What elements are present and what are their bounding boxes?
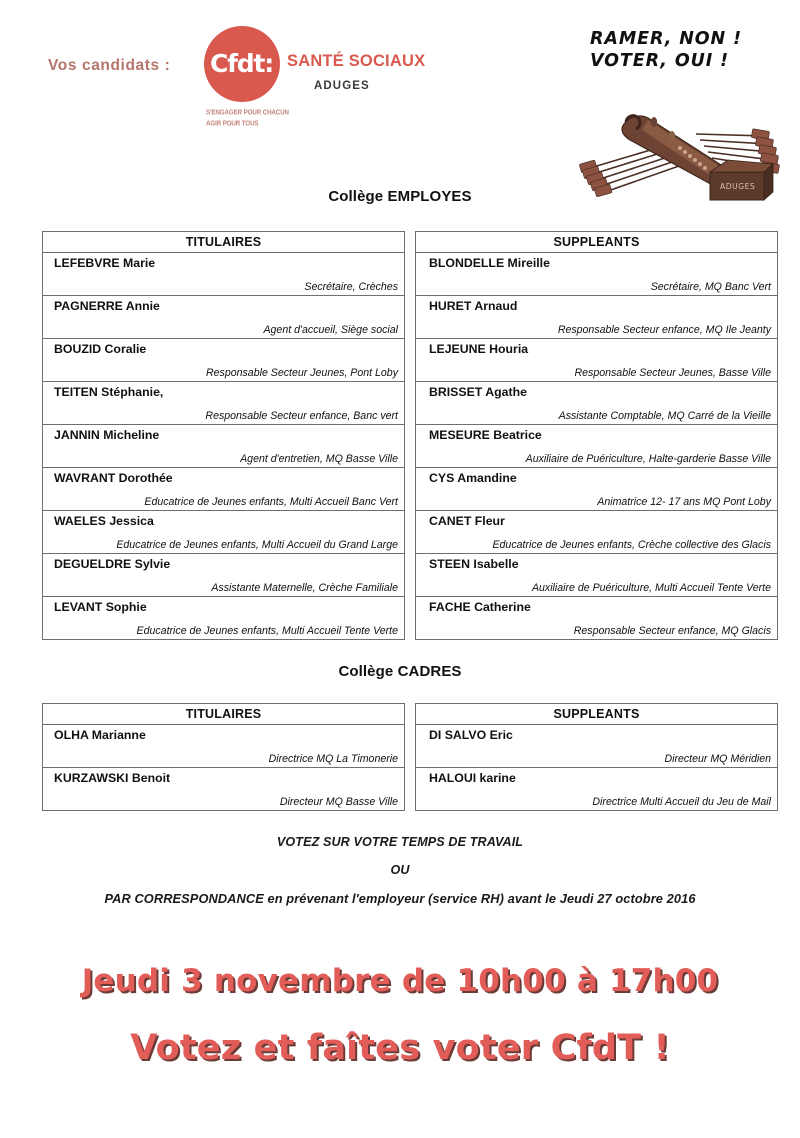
cfdt-federation-label: SANTÉ SOCIAUX: [287, 52, 426, 70]
galley-hull-label: ADUGES: [720, 182, 756, 191]
table-row: [43, 253, 404, 296]
candidate-role: Secrétaire, Crèches: [304, 281, 398, 293]
table-employes-titulaires-column: [42, 231, 405, 640]
table-row: [416, 511, 777, 554]
table-cadres-titulaires-column: [42, 703, 405, 811]
candidate-name: MESEURE Beatrice: [429, 428, 542, 442]
table-row: [43, 554, 404, 597]
candidate-role: Auxiliaire de Puériculture, Halte-garderie Basse Ville: [525, 453, 771, 465]
slogan-line-2: VOTER, OUI !: [590, 51, 730, 72]
candidate-name: BRISSET Agathe: [429, 385, 527, 399]
table-row: [43, 296, 404, 339]
table-row: [43, 425, 404, 468]
candidate-name: CANET Fleur: [429, 514, 505, 528]
table-row: [416, 253, 777, 296]
candidate-name: JANNIN Micheline: [54, 428, 160, 442]
candidate-role: Agent d'accueil, Siège social: [263, 324, 398, 336]
table-row: [43, 511, 404, 554]
table-row: [416, 468, 777, 511]
table-employes-suppleants-column: [415, 231, 778, 640]
table-row: [416, 597, 777, 640]
candidate-name: LEVANT Sophie: [54, 600, 147, 614]
slogan-line-1: RAMER, NON !: [590, 29, 742, 49]
candidate-name: OLHA Marianne: [54, 728, 146, 742]
table-row: [43, 768, 404, 811]
candidate-role: Responsable Secteur enfance, MQ Ile Jeanty: [557, 324, 771, 336]
candidate-name: WAVRANT Dorothée: [54, 471, 173, 485]
candidate-name: BOUZID Coralie: [54, 342, 147, 356]
candidate-role: Assistante Comptable, MQ Carré de la Vieille: [558, 410, 771, 422]
column-header-suppleants: SUPPLEANTS: [416, 704, 777, 725]
table-row: [43, 382, 404, 425]
voting-notice-line-1: VOTEZ SUR VOTRE TEMPS DE TRAVAIL: [276, 835, 524, 849]
table-row: [416, 296, 777, 339]
table-cadres: [42, 703, 778, 811]
candidate-role: Educatrice de Jeunes enfants, Multi Accueil Tente Verte: [136, 625, 398, 637]
table-row: [416, 425, 777, 468]
candidate-role: Responsable Secteur Jeunes, Basse Ville: [574, 367, 771, 379]
candidate-role: Assistante Maternelle, Crèche Familiale: [211, 582, 398, 594]
candidate-name: HURET Arnaud: [429, 299, 518, 313]
candidate-name: WAELES Jessica: [54, 514, 154, 528]
cfdt-logo-circle: [204, 26, 280, 102]
candidate-name: HALOUI karine: [429, 771, 516, 785]
candidate-name: KURZAWSKI Benoit: [54, 771, 171, 785]
cfdt-wordmark: Cfdt:: [209, 48, 274, 78]
candidate-role: Educatrice de Jeunes enfants, Multi Accueil du Grand Large: [116, 539, 398, 551]
candidate-role: Directrice Multi Accueil du Jeu de Mail: [592, 796, 771, 808]
candidate-role: Educatrice de Jeunes enfants, Crèche collective des Glacis: [492, 539, 771, 551]
cfdt-section-label: ADUGES: [314, 80, 370, 92]
candidate-role: Responsable Secteur enfance, Banc vert: [205, 410, 398, 422]
table-row: [416, 768, 777, 811]
table-row: [43, 468, 404, 511]
candidate-role: Directeur MQ Basse Ville: [279, 796, 398, 808]
column-header-titulaires: TITULAIRES: [43, 704, 404, 725]
voting-date-headline: Jeudi 3 novembre de 10h00 à 17h00: [81, 963, 719, 999]
candidate-role: Agent d'entretien, MQ Basse Ville: [240, 453, 398, 465]
table-row: [416, 554, 777, 597]
candidate-name: PAGNERRE Annie: [54, 299, 160, 313]
candidate-role: Responsable Secteur enfance, MQ Glacis: [573, 625, 771, 637]
table-row: [416, 382, 777, 425]
section-title-employes: Collège EMPLOYES: [328, 188, 472, 205]
section-title-cadres: Collège CADRES: [338, 663, 462, 680]
vos-candidats-label: Vos candidats :: [48, 57, 171, 74]
candidate-name: STEEN Isabelle: [429, 557, 519, 571]
cfdt-tagline-line-1: S'ENGAGER POUR CHACUN: [206, 108, 289, 117]
candidate-name: BLONDELLE Mireille: [429, 256, 550, 270]
candidate-role: Educatrice de Jeunes enfants, Multi Accueil Banc Vert: [144, 496, 398, 508]
candidate-name: DI SALVO Eric: [429, 728, 513, 742]
candidate-role: Directeur MQ Méridien: [664, 753, 771, 765]
candidate-name: TEITEN Stéphanie,: [54, 385, 164, 399]
candidate-role: Animatrice 12- 17 ans MQ Pont Loby: [597, 496, 771, 508]
table-row: [416, 725, 777, 768]
candidate-name: LEFEBVRE Marie: [54, 256, 156, 270]
slogan-block: [590, 28, 790, 73]
table-row: [43, 597, 404, 640]
call-to-action-headline: Votez et faîtes voter CfdT !: [130, 1028, 670, 1068]
column-header-suppleants: SUPPLEANTS: [416, 232, 777, 253]
table-row: [43, 339, 404, 382]
candidate-role: Secrétaire, MQ Banc Vert: [650, 281, 771, 293]
candidate-name: CYS Amandine: [429, 471, 517, 485]
cfdt-tagline-line-2: AGIR POUR TOUS: [206, 119, 259, 128]
candidate-name: DEGUELDRE Sylvie: [54, 557, 171, 571]
candidate-role: Directrice MQ La Timonerie: [268, 753, 398, 765]
candidate-role: Responsable Secteur Jeunes, Pont Loby: [206, 367, 398, 379]
column-header-titulaires: TITULAIRES: [43, 232, 404, 253]
voting-notice-line-3: PAR CORRESPONDANCE en prévenant l'employeur (service RH) avant le Jeudi 27 octobre 2016: [104, 891, 696, 906]
candidate-name: FACHE Catherine: [429, 600, 531, 614]
cfdt-tagline: [206, 108, 289, 130]
cfdt-logo: [204, 26, 426, 146]
voting-notice-line-2: OU: [390, 863, 410, 877]
candidate-name: LEJEUNE Houria: [429, 342, 529, 356]
table-employes: [42, 231, 778, 640]
table-row: [416, 339, 777, 382]
page-header: [0, 0, 800, 210]
candidate-role: Auxiliaire de Puériculture, Multi Accueil Tente Verte: [531, 582, 771, 594]
table-row: [43, 725, 404, 768]
table-cadres-suppleants-column: [415, 703, 778, 811]
